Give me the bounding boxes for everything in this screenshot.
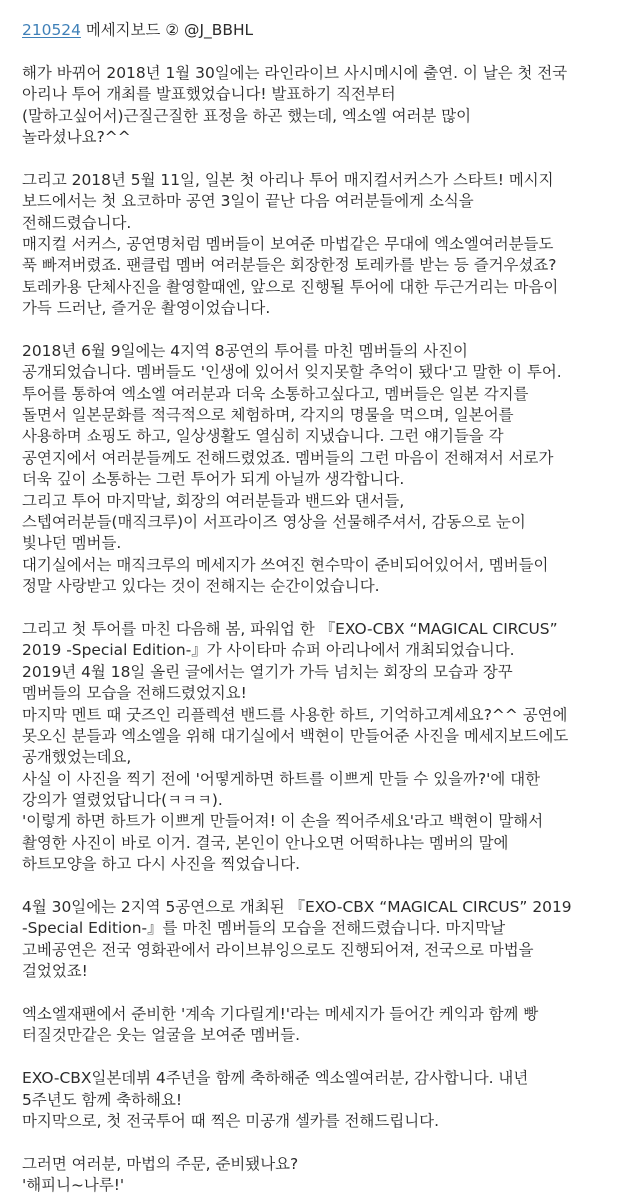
paragraph [22, 341, 619, 598]
text-line: 해가 바뀌어 2018년 1월 30일에는 라인라이브 사시메시에 출연. 이 날은 첫 전국 [22, 63, 568, 82]
text-line: 걸었었죠! [22, 962, 88, 981]
paragraph [22, 619, 619, 876]
paragraph [22, 1068, 619, 1132]
text-line: 4월 30일에는 2지역 5공연으로 개최된 『EXO-CBX “MAGICAL CIRCUS” 2019 [22, 898, 572, 917]
text-line: 하트모양을 하고 다시 사진을 찍었습니다. [22, 855, 301, 874]
text-line: 정말 사랑받고 있다는 것이 전해지는 순간이었습니다. [22, 577, 380, 596]
paragraph-gap [22, 876, 619, 897]
text-line: 가득 드러난, 즐거운 촬영이었습니다. [22, 299, 271, 318]
text-line: 2019 -Special Edition-』가 사이타마 슈퍼 아리나에서 개최되었습니다. [22, 641, 515, 660]
paragraph-gap [22, 319, 619, 340]
date-link[interactable]: 210524 [22, 21, 81, 39]
text-line: 공연지에서 여러분들께도 전해드렸었죠. 멤버들의 그런 마음이 전해져서 서로가 [22, 448, 554, 467]
text-line: (말하고싶어서)근질근질한 표정을 하곤 했는데, 엑소엘 여러분 많이 [22, 106, 472, 125]
text-line: 그리고 첫 투어를 마친 다음해 봄, 파워업 한 『EXO-CBX “MAGICAL CIRCUS” [22, 619, 558, 638]
paragraph-gap [22, 148, 619, 169]
text-line: 그리고 투어 마지막날, 회장의 여러분들과 밴드와 댄서들, [22, 491, 405, 510]
text-line: 터질것만같은 웃는 얼굴을 보여준 멤버들. [22, 1026, 301, 1045]
text-line: 보드에서는 첫 요코하마 공연 3일이 끝난 다음 여러분들에게 소식을 [22, 192, 474, 211]
text-line: 강의가 열렸었답니다(ㅋㅋㅋ). [22, 791, 223, 810]
text-line: 더욱 깊이 소통하는 그런 투어가 되게 아닐까 생각합니다. [22, 470, 405, 489]
text-line: 5주년도 함께 축하해요! [22, 1090, 183, 1109]
post-body [22, 63, 619, 1197]
paragraph [22, 897, 619, 983]
text-line: 푹 빠져버렸죠. 팬클럽 멤버 여러분들은 회장한정 토레카를 받는 등 즐거우셨죠? [22, 256, 557, 275]
paragraph-gap [22, 1047, 619, 1068]
text-line: 토레카용 단체사진을 촬영할때엔, 앞으로 진행될 투어에 대한 두근거리는 마음이 [22, 277, 559, 296]
text-line: 전해드렸습니다. [22, 213, 132, 232]
paragraph [22, 1004, 619, 1047]
text-line: '해피니~나루!' [22, 1176, 125, 1195]
text-line: 투어를 통하여 엑소엘 여러분과 더욱 소통하고싶다고, 멤버들은 일본 각지를 [22, 384, 529, 403]
text-line: 빛나던 멤버들. [22, 534, 122, 553]
post-header [22, 20, 619, 41]
text-line: 그리고 2018년 5월 11일, 일본 첫 아리나 투어 매지컬서커스가 스타트! 메시지 [22, 170, 554, 189]
paragraph-gap [22, 1132, 619, 1153]
paragraph [22, 170, 619, 320]
text-line: 고베공연은 전국 영화관에서 라이브뷰잉으로도 진행되어져, 전국으로 마법을 [22, 940, 534, 959]
text-line: 엑소엘재팬에서 준비한 '계속 기다릴게!'라는 메세지가 들어간 케익과 함께 빵 [22, 1004, 539, 1023]
text-line: 2018년 6월 9일에는 4지역 8공연의 투어를 마친 멤버들의 사진이 [22, 341, 468, 360]
text-line: 공개되었습니다. 멤버들도 '인생에 있어서 잊지못할 추억이 됐다'고 말한 이 투어. [22, 363, 562, 382]
text-line: 매지컬 서커스, 공연명처럼 멤버들이 보여준 마법같은 무대에 엑소엘여러분들도 [22, 234, 554, 253]
text-line: 촬영한 사진이 바로 이거. 결국, 본인이 안나오면 어떡하냐는 멤버의 말에 [22, 833, 509, 852]
text-line: 사용하며 쇼핑도 하고, 일상생활도 열심히 지냈습니다. 그런 얘기들을 각 [22, 427, 504, 446]
text-line: 아리나 투어 개최를 발표했었습니다! 발표하기 직전부터 [22, 85, 396, 104]
text-line: 2019년 4월 18일 올린 글에서는 열기가 가득 넘치는 회장의 모습과 장꾸 [22, 662, 513, 681]
text-line: -Special Edition-』를 마친 멤버들의 모습을 전해드렸습니다. 마지막날 [22, 919, 506, 938]
text-line: 놀라셨나요?^^ [22, 127, 131, 146]
paragraph-gap [22, 598, 619, 619]
paragraph [22, 63, 619, 149]
text-line: 마지막으로, 첫 전국투어 때 찍은 미공개 셀카를 전해드립니다. [22, 1111, 439, 1130]
text-line: 그러면 여러분, 마법의 주문, 준비됐나요? [22, 1154, 299, 1173]
text-line: 돌면서 일본문화를 적극적으로 체험하며, 각지의 명물을 먹으며, 일본어를 [22, 406, 514, 425]
text-line: 멤버들의 모습을 전해드렸었지요! [22, 684, 247, 703]
paragraph [22, 1154, 619, 1197]
paragraph-gap [22, 983, 619, 1004]
text-line: 스텝여러분들(매직크루)이 서프라이즈 영상을 선물해주셔서, 감동으로 눈이 [22, 512, 526, 531]
text-line: 대기실에서는 매직크루의 메세지가 쓰여진 현수막이 준비되어있어서, 멤버들이 [22, 555, 549, 574]
text-line: EXO-CBX일본데뷔 4주년을 함께 축하해준 엑소엘여러분, 감사합니다. 내년 [22, 1069, 529, 1088]
post-title: 메세지보드 ② @J_BBHL [80, 21, 254, 39]
text-line: 사실 이 사진을 찍기 전에 '어떻게하면 하트를 이쁘게 만들 수 있을까?'에 대한 [22, 769, 541, 788]
text-line: 공개했었는데요, [22, 748, 132, 767]
text-line: 못오신 분들과 엑소엘을 위해 대기실에서 백현이 만들어준 사진을 메세지보드에도 [22, 726, 569, 745]
text-line: 마지막 멘트 때 굿즈인 리플렉션 밴드를 사용한 하트, 기억하고계세요?^^ 공연에 [22, 705, 568, 724]
text-line: '이렇게 하면 하트가 이쁘게 만들어져! 이 손을 찍어주세요'라고 백현이 말해서 [22, 812, 544, 831]
